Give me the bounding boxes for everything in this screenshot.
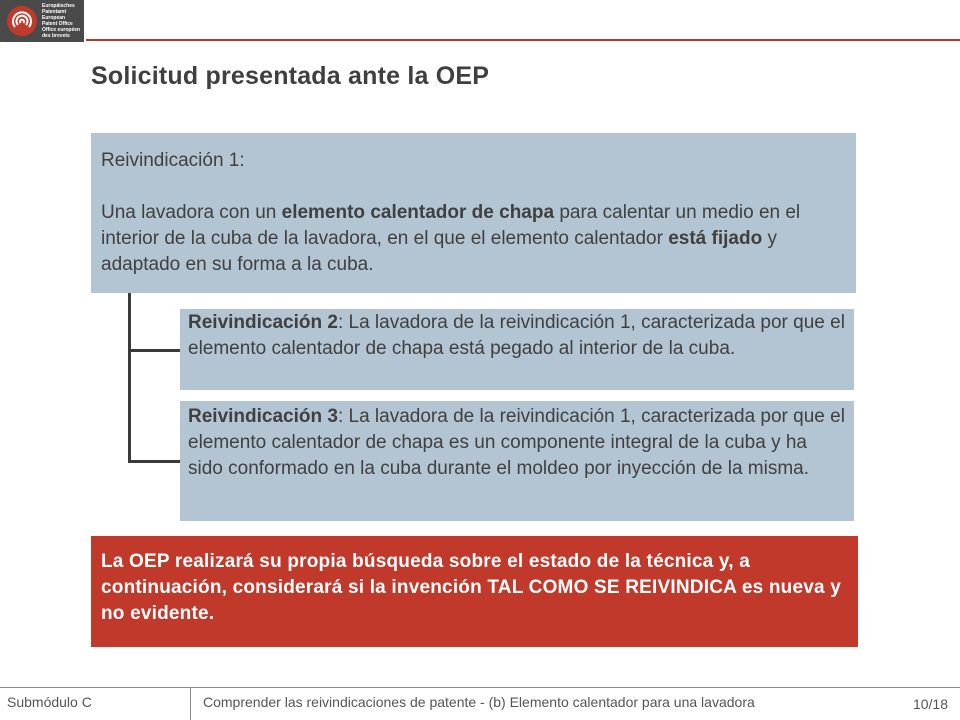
footer-divider xyxy=(190,688,191,720)
header-rule xyxy=(86,39,960,41)
claim-1-box xyxy=(91,133,856,293)
claim-1-emphasis-heater: elemento calentador de chapa xyxy=(281,202,555,223)
epo-logo xyxy=(0,0,84,42)
claim-1-emphasis-fixed: está fijado xyxy=(668,228,763,249)
claim-1-label: Reivindicación 1 xyxy=(101,150,240,171)
claim-tree-connector xyxy=(128,293,131,463)
claim-2-connector xyxy=(128,349,180,352)
claim-1-heading: Reivindicación 1: xyxy=(101,150,245,171)
epo-logo-icon xyxy=(6,5,38,37)
claim-1-text: Una lavadora con un elemento calentador de chapa para calentar un medio en el interior de la cuba de la lavadora, en el que el elemento calentador está fijado y adaptado en su forma a la cuba. xyxy=(101,202,801,275)
claim-3-text: : La lavadora de la reivindicación 1, caracterizada por que el elemento calentador de chapa es un componente integral de la cuba y ha sido conformado en la cuba durante el moldeo por inyección de la misma. xyxy=(188,406,845,479)
page-number: 10/18 xyxy=(912,696,948,712)
claim-3-label: Reivindicación 3 xyxy=(188,406,338,427)
footer-module: Submódulo C xyxy=(7,694,92,710)
footer-rule xyxy=(0,687,960,688)
claim-2-text: : La lavadora de la reivindicación 1, caracterizada por que el elemento calentador de chapa está pegado al interior de la cuba. xyxy=(188,312,845,359)
claim-3-connector xyxy=(128,460,180,463)
claim-2-box xyxy=(180,309,854,390)
claim-2-label: Reivindicación 2 xyxy=(188,312,338,333)
logo-wordmark: Europäisches Patentamt European Patent Office Office européen des brevets xyxy=(42,3,81,39)
claim-3-box xyxy=(180,401,854,521)
slide-title: Solicitud presentada ante la OEP xyxy=(91,62,490,90)
footer-subject: Comprender las reivindicaciones de patente - (b) Elemento calentador para una lavadora xyxy=(203,694,755,710)
epo-search-note: La OEP realizará su propia búsqueda sobre el estado de la técnica y, a continuación, considerará si la invención TAL COMO SE REIVINDICA es nueva y no evidente. xyxy=(91,536,858,647)
